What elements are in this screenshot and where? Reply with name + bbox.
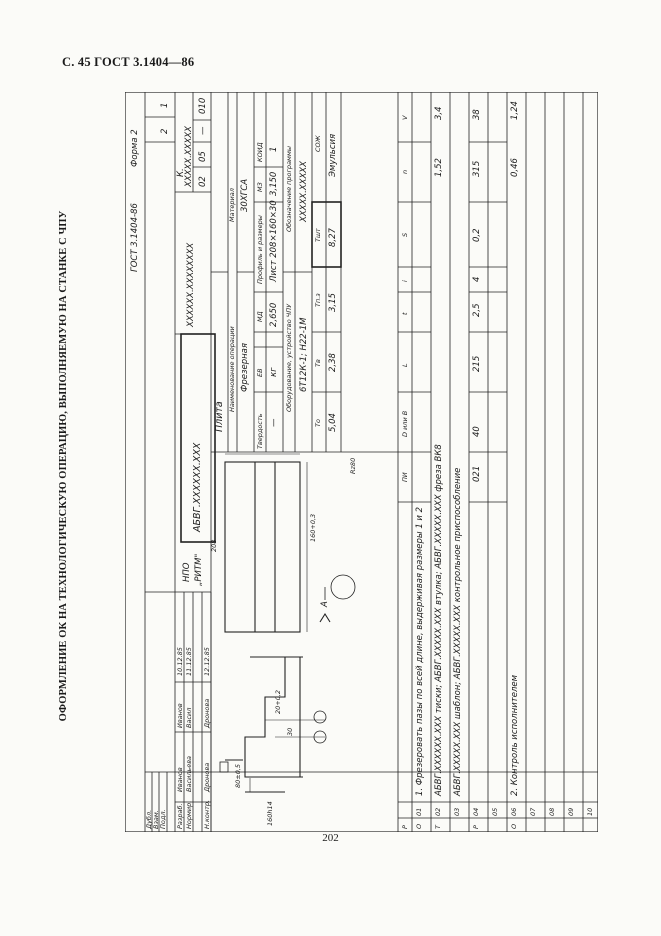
sozh-value: Эмульсия — [328, 133, 338, 177]
row-number: 04 — [472, 807, 480, 816]
org-line-1: НПО — [182, 562, 192, 582]
op-name: Фрезерная — [240, 343, 250, 392]
row-number: 01 — [415, 807, 423, 816]
row-l-value: 215 — [472, 355, 482, 372]
col-header-r: Р — [401, 825, 409, 829]
sign-razrab: Иванов — [176, 703, 184, 728]
page-header: С. 45 ГОСТ 3.1404—86 — [62, 55, 195, 69]
vzam-label: Взам. — [152, 810, 160, 829]
date-normir: 11.12.85 — [185, 647, 193, 676]
doc-code-1: АБВГ.ХХХХХХ.ХХХ — [192, 442, 203, 532]
material: 30ХГСА — [240, 178, 250, 212]
koid-value: 1 — [269, 146, 279, 152]
forma-label: Форма 2 — [130, 129, 140, 167]
ev-label: ЕВ — [256, 368, 264, 377]
part-view-sketch — [225, 454, 355, 632]
row-v-value: 38 — [472, 109, 482, 120]
row-number: 08 — [548, 807, 556, 816]
tv-label: Тв — [314, 359, 322, 367]
tsht-value: 8,27 — [328, 228, 338, 247]
dim-80: 80±0,5 — [234, 763, 242, 788]
row-number: 10 — [586, 807, 594, 816]
sheet-number: 1 — [160, 102, 170, 108]
col-header-s: S — [401, 232, 409, 237]
row-mark: О — [415, 823, 423, 829]
sign-nkontr: Дронова — [203, 698, 211, 728]
side-title: ОФОРМЛЕНИЕ ОК НА ТЕХНОЛОГИЧЕСКУЮ ОПЕРАЦИЮ, ВЫПОЛНЯЕМУЮ НА СТАНКЕ С ЧПУ — [58, 210, 69, 722]
name-nkontr: Дронова — [203, 762, 211, 792]
row-text: АБВГ.ХХХХХ.ХХХ шаблон; АБВГ.ХХХХХ.ХХХ контрольное приспособление — [453, 467, 463, 796]
tv-value: 2,38 — [328, 353, 338, 372]
dim-208: 208 — [210, 539, 218, 552]
roughness-label: Rz80 — [349, 457, 357, 474]
mz-label: МЗ — [256, 182, 264, 192]
dim-20: 20+0,2 — [274, 689, 282, 714]
role-normir: Нормир. — [185, 800, 193, 829]
code-05: 05 — [198, 151, 208, 162]
oboznach-value: ХХХХХ.ХХХХХ — [299, 161, 309, 222]
row-v-value: 3,4 — [434, 106, 444, 120]
view-letter: А — [320, 601, 330, 607]
doc-code-3b: ХХХХХ.ХХХХХ — [184, 126, 194, 187]
row-text: 1. Фрезеровать пазы по всей длине, выдерживая размеры 1 и 2 — [415, 506, 425, 796]
row-n-value: 1,52 — [434, 158, 444, 177]
sheet-total: 2 — [160, 128, 170, 134]
sign-normir: Васил — [185, 707, 193, 728]
role-razrab: Разраб. — [176, 803, 184, 829]
row-text: 2. Контроль исполнителем — [510, 674, 520, 796]
row-i-value: 4 — [472, 276, 482, 282]
gost-label: ГОСТ 3.1404-86 — [130, 203, 140, 272]
col-header-d: D или В — [401, 410, 409, 437]
col-header-v: V — [401, 115, 409, 120]
oboznach-label: Обозначение программы — [285, 146, 293, 232]
dim-160: 160+0,3 — [309, 513, 317, 542]
md-value: 2,650 — [269, 302, 279, 327]
part-name: Плита — [214, 401, 225, 432]
col-header-l: L — [401, 363, 409, 367]
material-label: Материал — [228, 188, 236, 222]
oborud-label: Оборудование, устройство ЧПУ — [285, 303, 293, 412]
tpz-label: Тп.з — [314, 293, 322, 307]
row-number: 09 — [567, 807, 575, 816]
col-header-t: t — [401, 312, 409, 315]
operation-card-form — [125, 92, 598, 832]
dim-160h14: 160h14 — [266, 801, 274, 826]
date-nkontr: 12.12.85 — [203, 647, 211, 676]
ev-value: кг — [269, 367, 279, 377]
row-mark: О — [510, 823, 518, 829]
tpz-value: 3,15 — [328, 293, 338, 312]
to-value: 5,04 — [328, 413, 338, 432]
row-mark: Т — [434, 825, 442, 829]
row-n-value: 315 — [472, 160, 482, 177]
role-nkontr: Н.контр. — [203, 799, 211, 829]
to-label: То — [314, 419, 322, 427]
dubl-label: Дубл. — [145, 809, 153, 829]
podl-label: Подл. — [159, 809, 167, 829]
row-t-value: 2,5 — [472, 303, 482, 317]
sozh-label: СОЖ — [314, 135, 322, 152]
row-number: 02 — [434, 807, 442, 816]
row-number: 07 — [529, 807, 537, 816]
doc-code-2: ХХХХХХ.ХХХХХХХХ — [186, 242, 196, 327]
tverdost: — — [269, 418, 279, 427]
row-mark: Р — [472, 825, 480, 829]
oborud-value: 6Т12К-1; Н22-1М — [299, 317, 309, 392]
koid-label: КОИД — [256, 142, 264, 162]
row-number: 05 — [491, 807, 499, 816]
row-pi-value: 021 — [472, 465, 482, 482]
doc-code-3a: К. — [176, 168, 186, 177]
name-normir: Васильева — [185, 755, 193, 792]
md-label: МД — [256, 311, 264, 322]
date-razrab: 10.12.85 — [176, 647, 184, 676]
profil-value: Лист 208×160×30 — [269, 200, 279, 282]
row-n-value: 0,46 — [510, 158, 520, 177]
row-d-value: 40 — [472, 426, 482, 437]
org-line-2: „РИТМ" — [194, 553, 204, 586]
op-name-label: Наименование операции — [228, 326, 236, 412]
col-header-i: i — [401, 280, 409, 282]
row-text: АБВГ.ХХХХХХ.ХХХ тиски; АБВГ.ХХХХХ.ХХХ втулка; АБВГ.ХХХХХ.ХХХ фреза ВК8 — [434, 444, 444, 796]
operation-card-wrapper — [125, 92, 598, 832]
row-number: 03 — [453, 807, 461, 816]
row-s-value: 0,2 — [472, 228, 482, 242]
mz-value: 3,150 — [269, 171, 279, 196]
row-v-value: 1,24 — [510, 101, 520, 120]
profil-label: Профиль и размеры — [256, 215, 264, 284]
code-010: 010 — [198, 97, 208, 114]
tverdost-label: Твердость — [256, 413, 264, 449]
col-header-n: n — [401, 169, 409, 174]
page-number: 202 — [322, 832, 339, 844]
dim-30: 30 — [286, 727, 294, 736]
code-02: 02 — [198, 176, 208, 187]
row-number: 06 — [510, 807, 518, 816]
col-header-pi: ПИ — [401, 472, 409, 482]
tsht-label: Тшт — [314, 228, 322, 242]
name-razrab: Иванов — [176, 767, 184, 792]
code-dash: — — [198, 126, 208, 135]
